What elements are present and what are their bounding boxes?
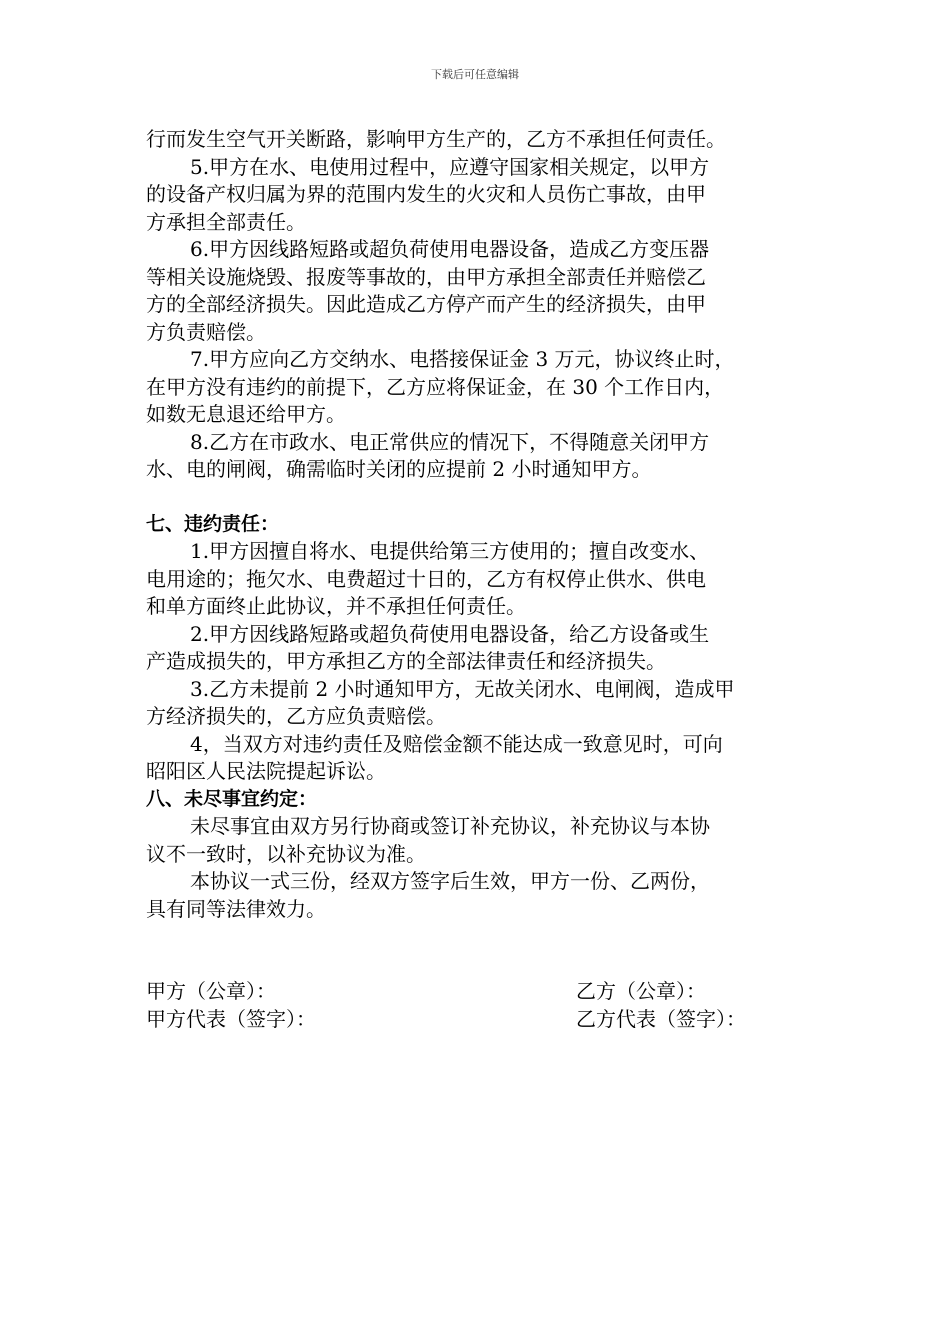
section-6-continuation bbox=[146, 126, 836, 484]
page-header-note: 下载后可任意编辑 bbox=[431, 68, 519, 81]
section-7-heading: 七、违约责任： bbox=[146, 512, 280, 535]
paragraph-line: 本协议一式三份，经双方签字后生效，甲方一份、乙两份， bbox=[190, 869, 710, 893]
paragraph-line: 3.乙方未提前 2 小时通知甲方，无故关闭水、电闸阀，造成甲 bbox=[190, 676, 735, 701]
paragraph-line: 2.甲方因线路短路或超负荷使用电器设备，给乙方设备或生 bbox=[190, 621, 710, 646]
paragraph-line: 方经济损失的，乙方应负责赔偿。 bbox=[146, 704, 446, 728]
paragraph-line: 具有同等法律效力。 bbox=[146, 896, 326, 921]
party-b-seal-label: 乙方（公章）： bbox=[576, 979, 706, 1003]
paragraph-line: 8.乙方在市政水、电正常供应的情况下，不得随意关闭甲方 bbox=[190, 429, 710, 454]
signature-gap bbox=[146, 923, 836, 978]
section-8-body bbox=[146, 813, 836, 923]
paragraph-line: 水、电的闸阀，确需临时关闭的应提前 2 小时通知甲方。 bbox=[146, 457, 652, 481]
paragraph-line: 的设备产权归属为界的范围内发生的火灾和人员伤亡事故，由甲 bbox=[146, 182, 706, 206]
paragraph-line: 未尽事宜由双方另行协商或签订补充协议，补充协议与本协 bbox=[190, 814, 710, 838]
paragraph-line: 方的全部经济损失。因此造成乙方停产而产生的经济损失，由甲 bbox=[146, 292, 706, 316]
seal-row bbox=[146, 978, 836, 1006]
paragraph-line: 在甲方没有违约的前提下，乙方应将保证金，在 30 个工作日内， bbox=[146, 374, 725, 399]
paragraph-line: 如数无息退还给甲方。 bbox=[146, 402, 346, 426]
party-a-seal-label: 甲方（公章）： bbox=[146, 979, 276, 1003]
document-body bbox=[146, 126, 836, 1033]
paragraph-gap bbox=[146, 484, 836, 511]
paragraph-line: 1.甲方因擅自将水、电提供给第三方使用的；擅自改变水、 bbox=[190, 539, 710, 563]
party-b-rep-label: 乙方代表（签字）： bbox=[576, 1006, 746, 1031]
paragraph-line: 昭阳区人民法院提起诉讼。 bbox=[146, 759, 386, 783]
paragraph-line: 议不一致时，以补充协议为准。 bbox=[146, 841, 426, 866]
section-8-heading: 八、未尽事宜约定： bbox=[146, 787, 318, 810]
paragraph-line: 7.甲方应向乙方交纳水、电搭接保证金 3 万元，协议终止时， bbox=[190, 347, 735, 371]
paragraph-line: 行而发生空气开关断路，影响甲方生产的，乙方不承担任何责任。 bbox=[146, 127, 726, 151]
paragraph-line: 方负责赔偿。 bbox=[146, 319, 266, 344]
paragraph-line: 电用途的；拖欠水、电费超过十日的，乙方有权停止供水、供电 bbox=[146, 566, 706, 591]
representative-row bbox=[146, 1006, 836, 1034]
section-7-body bbox=[146, 538, 836, 786]
party-a-rep-label: 甲方代表（签字）： bbox=[146, 1006, 316, 1031]
paragraph-line: 方承担全部责任。 bbox=[146, 209, 306, 234]
paragraph-line: 4，当双方对违约责任及赔偿金额不能达成一致意见时，可向 bbox=[190, 731, 723, 756]
paragraph-line: 6.甲方因线路短路或超负荷使用电器设备，造成乙方变压器 bbox=[190, 237, 710, 261]
paragraph-line: 5.甲方在水、电使用过程中，应遵守国家相关规定，以甲方 bbox=[190, 154, 710, 179]
paragraph-line: 等相关设施烧毁、报废等事故的，由甲方承担全部责任并赔偿乙 bbox=[146, 264, 706, 289]
paragraph-line: 产造成损失的，甲方承担乙方的全部法律责任和经济损失。 bbox=[146, 649, 666, 673]
paragraph-line: 和单方面终止此协议，并不承担任何责任。 bbox=[146, 594, 526, 618]
